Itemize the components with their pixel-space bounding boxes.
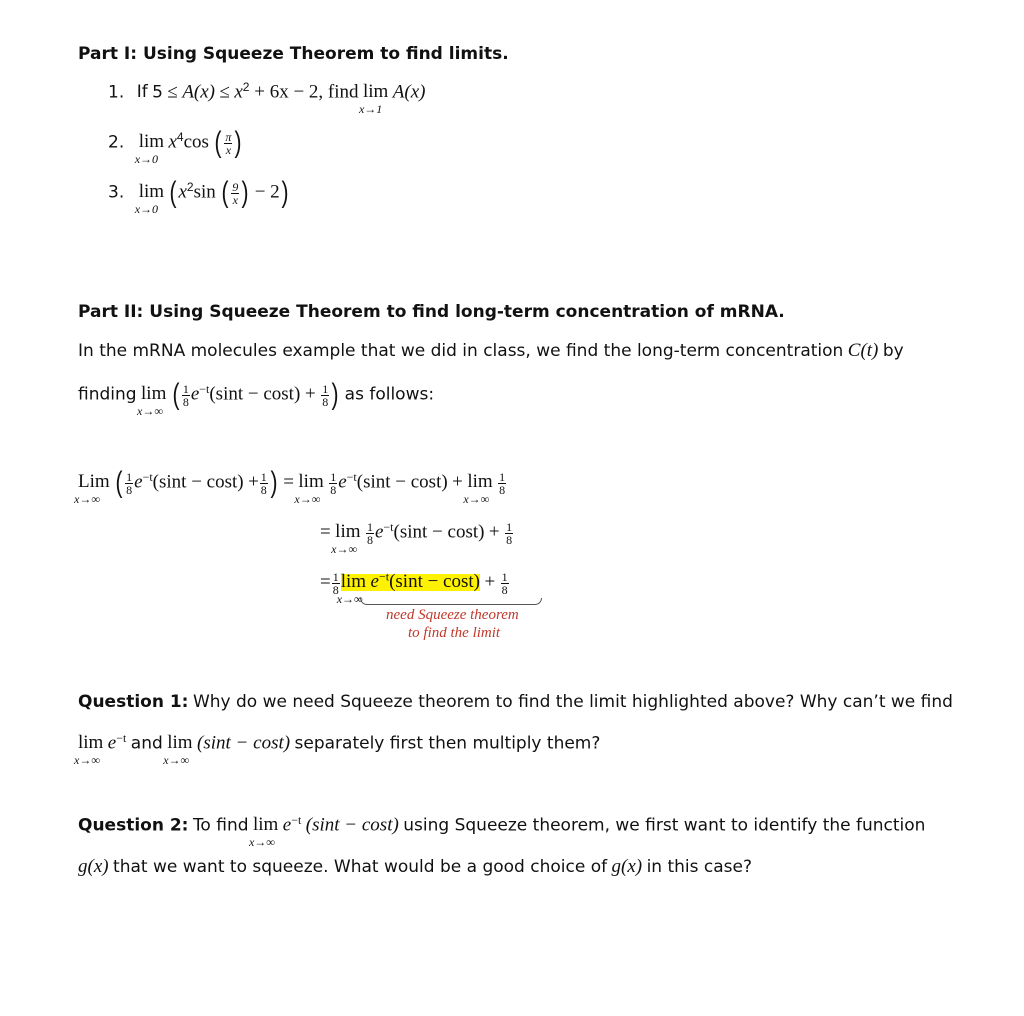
question-2-line-2: g(x) that we want to squeeze. What would be a good choice of g(x) in this case?: [78, 856, 753, 877]
derivation-line-3: = $\frac{1}{8}$ lim x→∞ $e^{-t}(\sin t - \cos t)$ + $\frac{1}{8}$: [320, 569, 508, 607]
question-2-line-1: Question 2: To find lim x→∞ $e^{-t}$ (sint − cost) using Squeeze theorem, we first want to identify the function: [78, 813, 926, 850]
underbrace: [360, 598, 542, 605]
derivation-line-2: = lim x→∞ $\frac{1}{8}$ $e^{-t}(\sin t - \cos t)$ + $\frac{1}{8}$: [320, 519, 513, 557]
part1-item-2: 2. lim x→0 $x^4\cos$ ( $\frac{\pi}{x}$ ): [108, 126, 242, 167]
part1-item-3: 3. lim x→0 ($x^2\sin$ ( $\frac{9}{x}$ ) − 2): [108, 176, 289, 217]
annotation-line-1: need Squeeze theorem: [386, 607, 519, 623]
part2-finding: finding lim x→∞ ( $\frac{1}{8}$ $e^{-t}(\sin t - \cos t)$ + $\frac{1}{8}$ ) as follows:: [78, 378, 435, 419]
question-1-line-1: Question 1: Why do we need Squeeze theorem to find the limit highlighted above? Why can’t we find: [78, 692, 953, 712]
derivation-line-1: Lim x→∞ ( $\frac{1}{8}$ $e^{-t}(\sin t - \cos t)$ + $\frac{1}{8}$ ) = lim x→∞ $\frac{1}{8}$ $e^{-t}(\sin t - \cos t) + \lim$ x→∞ $\frac{1}{8}$: [74, 466, 506, 507]
part2-intro: In the mRNA molecules example that we did in class, we find the long-term concentration C(t) by: [78, 340, 904, 361]
annotation-line-2: to find the limit: [408, 625, 501, 641]
part1-heading: Part I: Using Squeeze Theorem to find limits.: [78, 44, 509, 64]
question-1-line-2: lim x→∞ $e^{-t}$ and lim x→∞ (sint − cost) separately first then multiply them?: [74, 731, 601, 768]
part2-heading: Part II: Using Squeeze Theorem to find long-term concentration of mRNA.: [78, 302, 785, 322]
highlighted-limit: lim x→∞ $e^{-t}(\sin t - \cos t)$: [336, 570, 480, 607]
part1-item-1: 1. If $5 \le A(x) \le x^2 + 6x - 2$, find lim x→1 A(x): [108, 80, 426, 117]
